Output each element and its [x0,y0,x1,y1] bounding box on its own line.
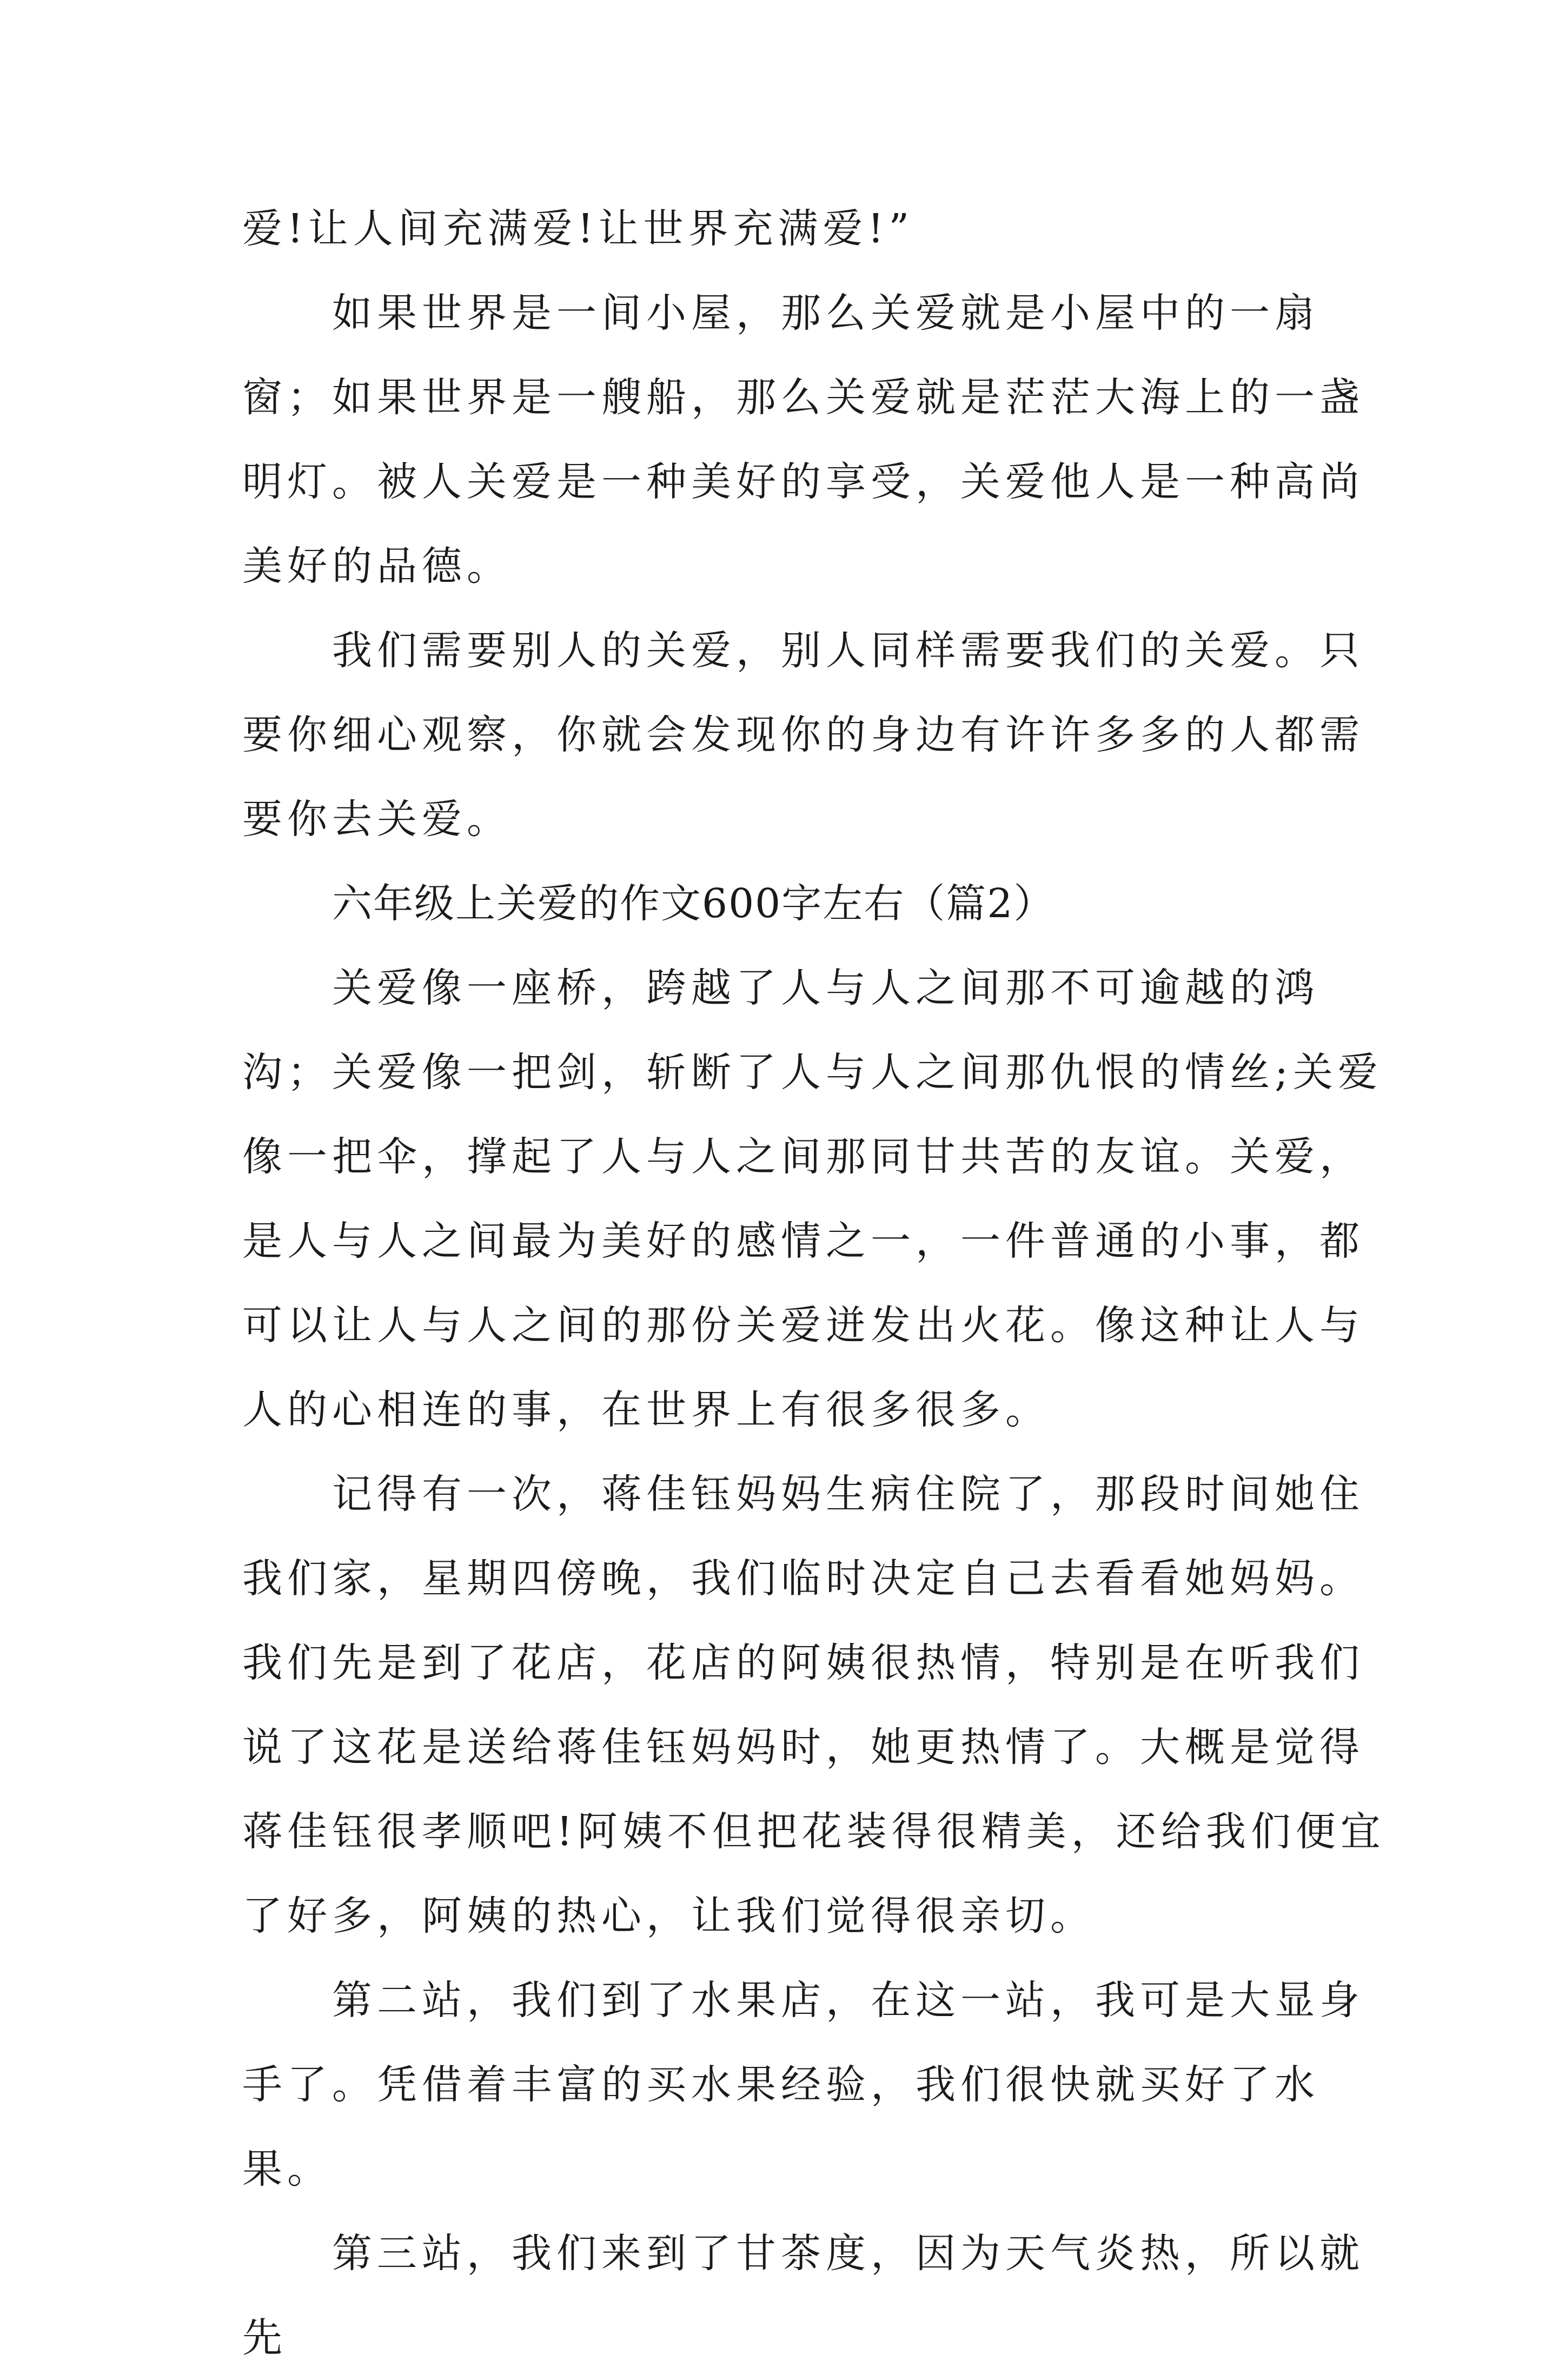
paragraph: 关爱像一座桥，跨越了人与人之间那不可逾越的鸿沟；关爱像一把剑，斩断了人与人之间那仇恨的情丝;关爱像一把伞，撑起了人与人之间那同甘共苦的友谊。关爱，是人与人之间最为美好的感情之一，一件普通的小事，都可以让人与人之间的那份关爱迸发出火花。像这种让人与人的心相连的事，在世界上有很多很多。 [242,965,1383,1433]
paragraph-continuation: 爱!让人间充满爱!让世界充满爱!” [242,205,914,252]
article-body [242,187,1389,2380]
paragraph: 第三站，我们来到了甘茶度，因为天气炎热，所以就先 [242,2230,1364,2361]
paragraph: 第二站，我们到了水果店，在这一站，我可是大显身手了。凭借着丰富的买水果经验，我们很快就买好了水果。 [242,1977,1364,2192]
paragraph: 记得有一次，蒋佳钰妈妈生病住院了，那段时间她住我们家，星期四傍晚，我们临时决定自己去看看她妈妈。我们先是到了花店，花店的阿姨很热情，特别是在听我们说了这花是送给蒋佳钰妈妈时，她更热情了。大概是觉得蒋佳钰很孝顺吧!阿姨不但把花装得很精美，还给我们便宜了好多，阿姨的热心，让我们觉得很亲切。 [242,1471,1385,1939]
section-heading: 六年级上关爱的作文600字左右（篇2） [332,880,1055,927]
paragraph: 我们需要别人的关爱，别人同样需要我们的关爱。只要你细心观察，你就会发现你的身边有许许多多的人都需要你去关爱。 [242,627,1364,843]
paragraph: 如果世界是一间小屋，那么关爱就是小屋中的一扇窗；如果世界是一艘船，那么关爱就是茫茫大海上的一盏明灯。被人关爱是一种美好的享受，关爱他人是一种高尚美好的品德。 [242,290,1364,589]
